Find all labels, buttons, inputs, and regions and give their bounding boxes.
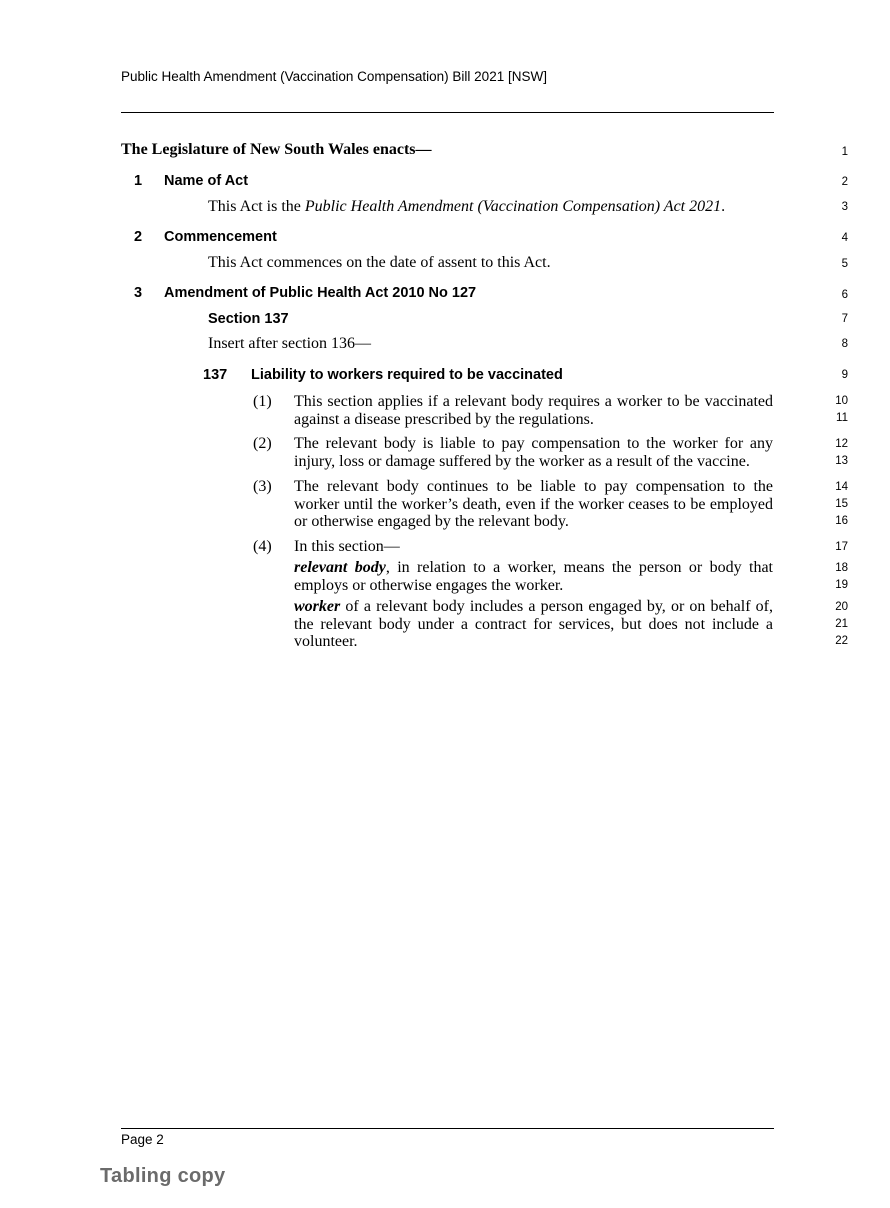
- document-header-title: Public Health Amendment (Vaccination Compensation) Bill 2021 [NSW]: [121, 69, 547, 84]
- section-text-end: .: [721, 198, 726, 215]
- act-title: Public Health Amendment (Vaccination Compensation) Act 2021: [304, 198, 722, 215]
- line-number: 17: [835, 541, 848, 553]
- inserted-section-heading: Liability to workers required to be vaccinated: [251, 367, 563, 383]
- definition: [294, 559, 773, 594]
- line-number: 4: [841, 232, 848, 244]
- line-number: 15: [835, 498, 848, 510]
- line-number: 5: [841, 258, 848, 270]
- section-number: 1: [134, 173, 143, 189]
- subsection-label: (1): [253, 393, 272, 410]
- line-number: 16: [835, 515, 848, 527]
- line-number: 21: [835, 618, 848, 630]
- section-heading: Commencement: [164, 229, 277, 245]
- amendment-subheading: Section 137: [208, 311, 289, 327]
- line-number: 12: [835, 438, 848, 450]
- line-number: 22: [835, 635, 848, 647]
- subsection-text: The relevant body is liable to pay compensation to the worker for any injury, loss or damage suffered by the worker as a result of the vaccine.: [294, 435, 773, 470]
- subsection-text: In this section—: [294, 538, 400, 555]
- section-heading: Name of Act: [164, 173, 249, 189]
- subsection-label: (3): [253, 478, 272, 495]
- line-number: 8: [841, 338, 848, 350]
- footer-rule: [121, 1128, 774, 1129]
- line-number: 7: [841, 313, 848, 325]
- line-number: 11: [836, 412, 848, 424]
- section-text: This Act commences on the date of assent to this Act.: [208, 254, 551, 271]
- subsection-label: (4): [253, 538, 272, 555]
- definition: [294, 598, 773, 651]
- tabling-copy-watermark: Tabling copy: [100, 1165, 226, 1187]
- inserted-section-number: 137: [203, 367, 228, 383]
- line-number: 2: [841, 176, 848, 188]
- subsection-text: This section applies if a relevant body requires a worker to be vaccinated against a disease prescribed by the regulations.: [294, 393, 773, 428]
- definition-term: relevant body: [294, 559, 386, 576]
- line-number: 10: [835, 395, 848, 407]
- line-number: 18: [835, 562, 848, 574]
- section-heading: Amendment of Public Health Act 2010 No 127: [164, 285, 477, 301]
- subsection-label: (2): [253, 435, 272, 452]
- definition-text: , in relation to a worker, means the person or body that employs or otherwise engages the worker.: [294, 559, 773, 594]
- section-text: [208, 198, 725, 216]
- line-number: 20: [835, 601, 848, 613]
- section-text-plain: This Act is the: [208, 198, 305, 215]
- line-number: 6: [841, 289, 848, 301]
- line-number: 13: [835, 455, 848, 467]
- line-number: 14: [835, 481, 848, 493]
- header-rule: [121, 112, 774, 113]
- section-number: 3: [134, 285, 143, 301]
- page-number: Page 2: [121, 1132, 164, 1147]
- line-number: 19: [835, 579, 848, 591]
- enacting-words: The Legislature of New South Wales enacts—: [121, 141, 432, 158]
- line-number: 1: [841, 146, 848, 158]
- definition-term: worker: [294, 598, 341, 615]
- subsection-text: The relevant body continues to be liable to pay compensation to the worker until the worker’s death, even if the worker ceases to be employed or otherwise engaged by the relevant body.: [294, 478, 773, 530]
- amendment-instruction: Insert after section 136—: [208, 335, 372, 352]
- line-number: 3: [841, 201, 848, 213]
- section-number: 2: [134, 229, 143, 245]
- definition-text: of a relevant body includes a person engaged by, or on behalf of, the relevant body under a contract for services, but does not include a volunteer.: [294, 598, 773, 650]
- line-number: 9: [841, 369, 848, 381]
